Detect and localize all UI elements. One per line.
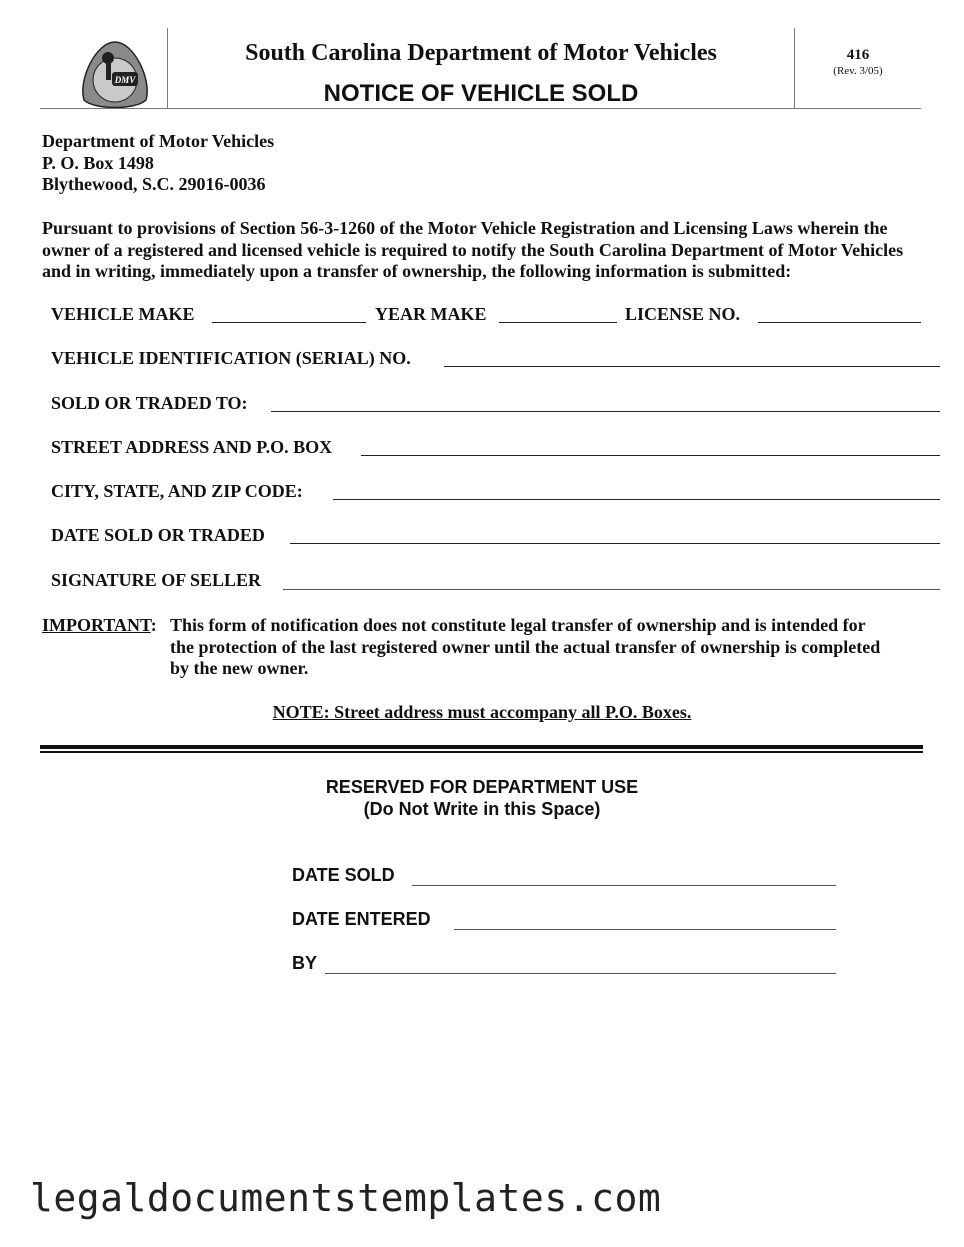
reserved-subtitle: (Do Not Write in this Space) (363, 799, 601, 819)
address-line-3: Blythewood, S.C. 29016-0036 (42, 174, 266, 194)
agency-address (42, 131, 274, 196)
license-no-label: LICENSE NO. (625, 304, 741, 324)
important-label: IMPORTANT (42, 615, 151, 635)
city-input[interactable] (333, 499, 940, 500)
vehicle-make-label: VEHICLE MAKE (51, 304, 195, 324)
logo-text: DMV (114, 75, 136, 85)
signature-input[interactable] (283, 589, 940, 590)
street-label: STREET ADDRESS AND P.O. BOX (51, 437, 333, 457)
reserved-title: RESERVED FOR DEPARTMENT USE (325, 777, 639, 797)
year-make-label: YEAR MAKE (375, 304, 487, 324)
important-colon: : (150, 615, 157, 635)
important-text (170, 615, 930, 680)
form-revision: (Rev. 3/05) (833, 65, 883, 77)
watermark-text: legaldocumentstemplates.com (30, 1176, 662, 1220)
important-line-2: the protection of the last registered owner until the actual transfer of ownership is completed (170, 636, 881, 657)
address-line-1: Department of Motor Vehicles (42, 131, 275, 151)
year-make-input[interactable] (499, 322, 617, 323)
license-no-input[interactable] (758, 322, 921, 323)
reserved-date-sold-label: DATE SOLD (292, 865, 395, 885)
dmv-logo (76, 40, 154, 108)
street-input[interactable] (361, 455, 940, 456)
intro-paragraph: Pursuant to provisions of Section 56-3-1260 of the Motor Vehicle Registration and Licensing Laws wherein the owner of a registered and licensed vehicle is required to notify the South Carolina Department of Motor Vehicles and in writing, immediately upon a transfer of ownership, the following information is submitted: (42, 218, 904, 281)
vin-input[interactable] (444, 366, 940, 367)
vin-label: VEHICLE IDENTIFICATION (SERIAL) NO. (51, 348, 411, 368)
address-line-2: P. O. Box 1498 (42, 152, 154, 173)
form-title: NOTICE OF VEHICLE SOLD (323, 80, 639, 107)
important-line-1: This form of notification does not constitute legal transfer of ownership and is intended for (170, 615, 866, 635)
reserved-date-entered-input[interactable] (454, 929, 836, 930)
important-line-3: by the new owner. (170, 658, 309, 678)
city-label: CITY, STATE, AND ZIP CODE: (51, 481, 303, 501)
date-sold-input[interactable] (290, 543, 940, 544)
reserved-date-entered-label: DATE ENTERED (292, 909, 431, 929)
reserved-by-label: BY (292, 953, 318, 973)
agency-title: South Carolina Department of Motor Vehicles (245, 40, 717, 66)
important-label-wrap (42, 615, 157, 636)
reserved-date-sold-input[interactable] (412, 885, 836, 886)
signature-label: SIGNATURE OF SELLER (51, 570, 262, 590)
vehicle-make-input[interactable] (212, 322, 366, 323)
date-sold-label: DATE SOLD OR TRADED (51, 525, 265, 545)
form-number: 416 (846, 47, 870, 63)
section-divider (40, 745, 923, 749)
sold-to-label: SOLD OR TRADED TO: (51, 393, 248, 413)
reserved-by-input[interactable] (325, 973, 836, 974)
note-text: NOTE: Street address must accompany all P.O. Boxes. (272, 702, 692, 722)
sold-to-input[interactable] (271, 411, 940, 412)
